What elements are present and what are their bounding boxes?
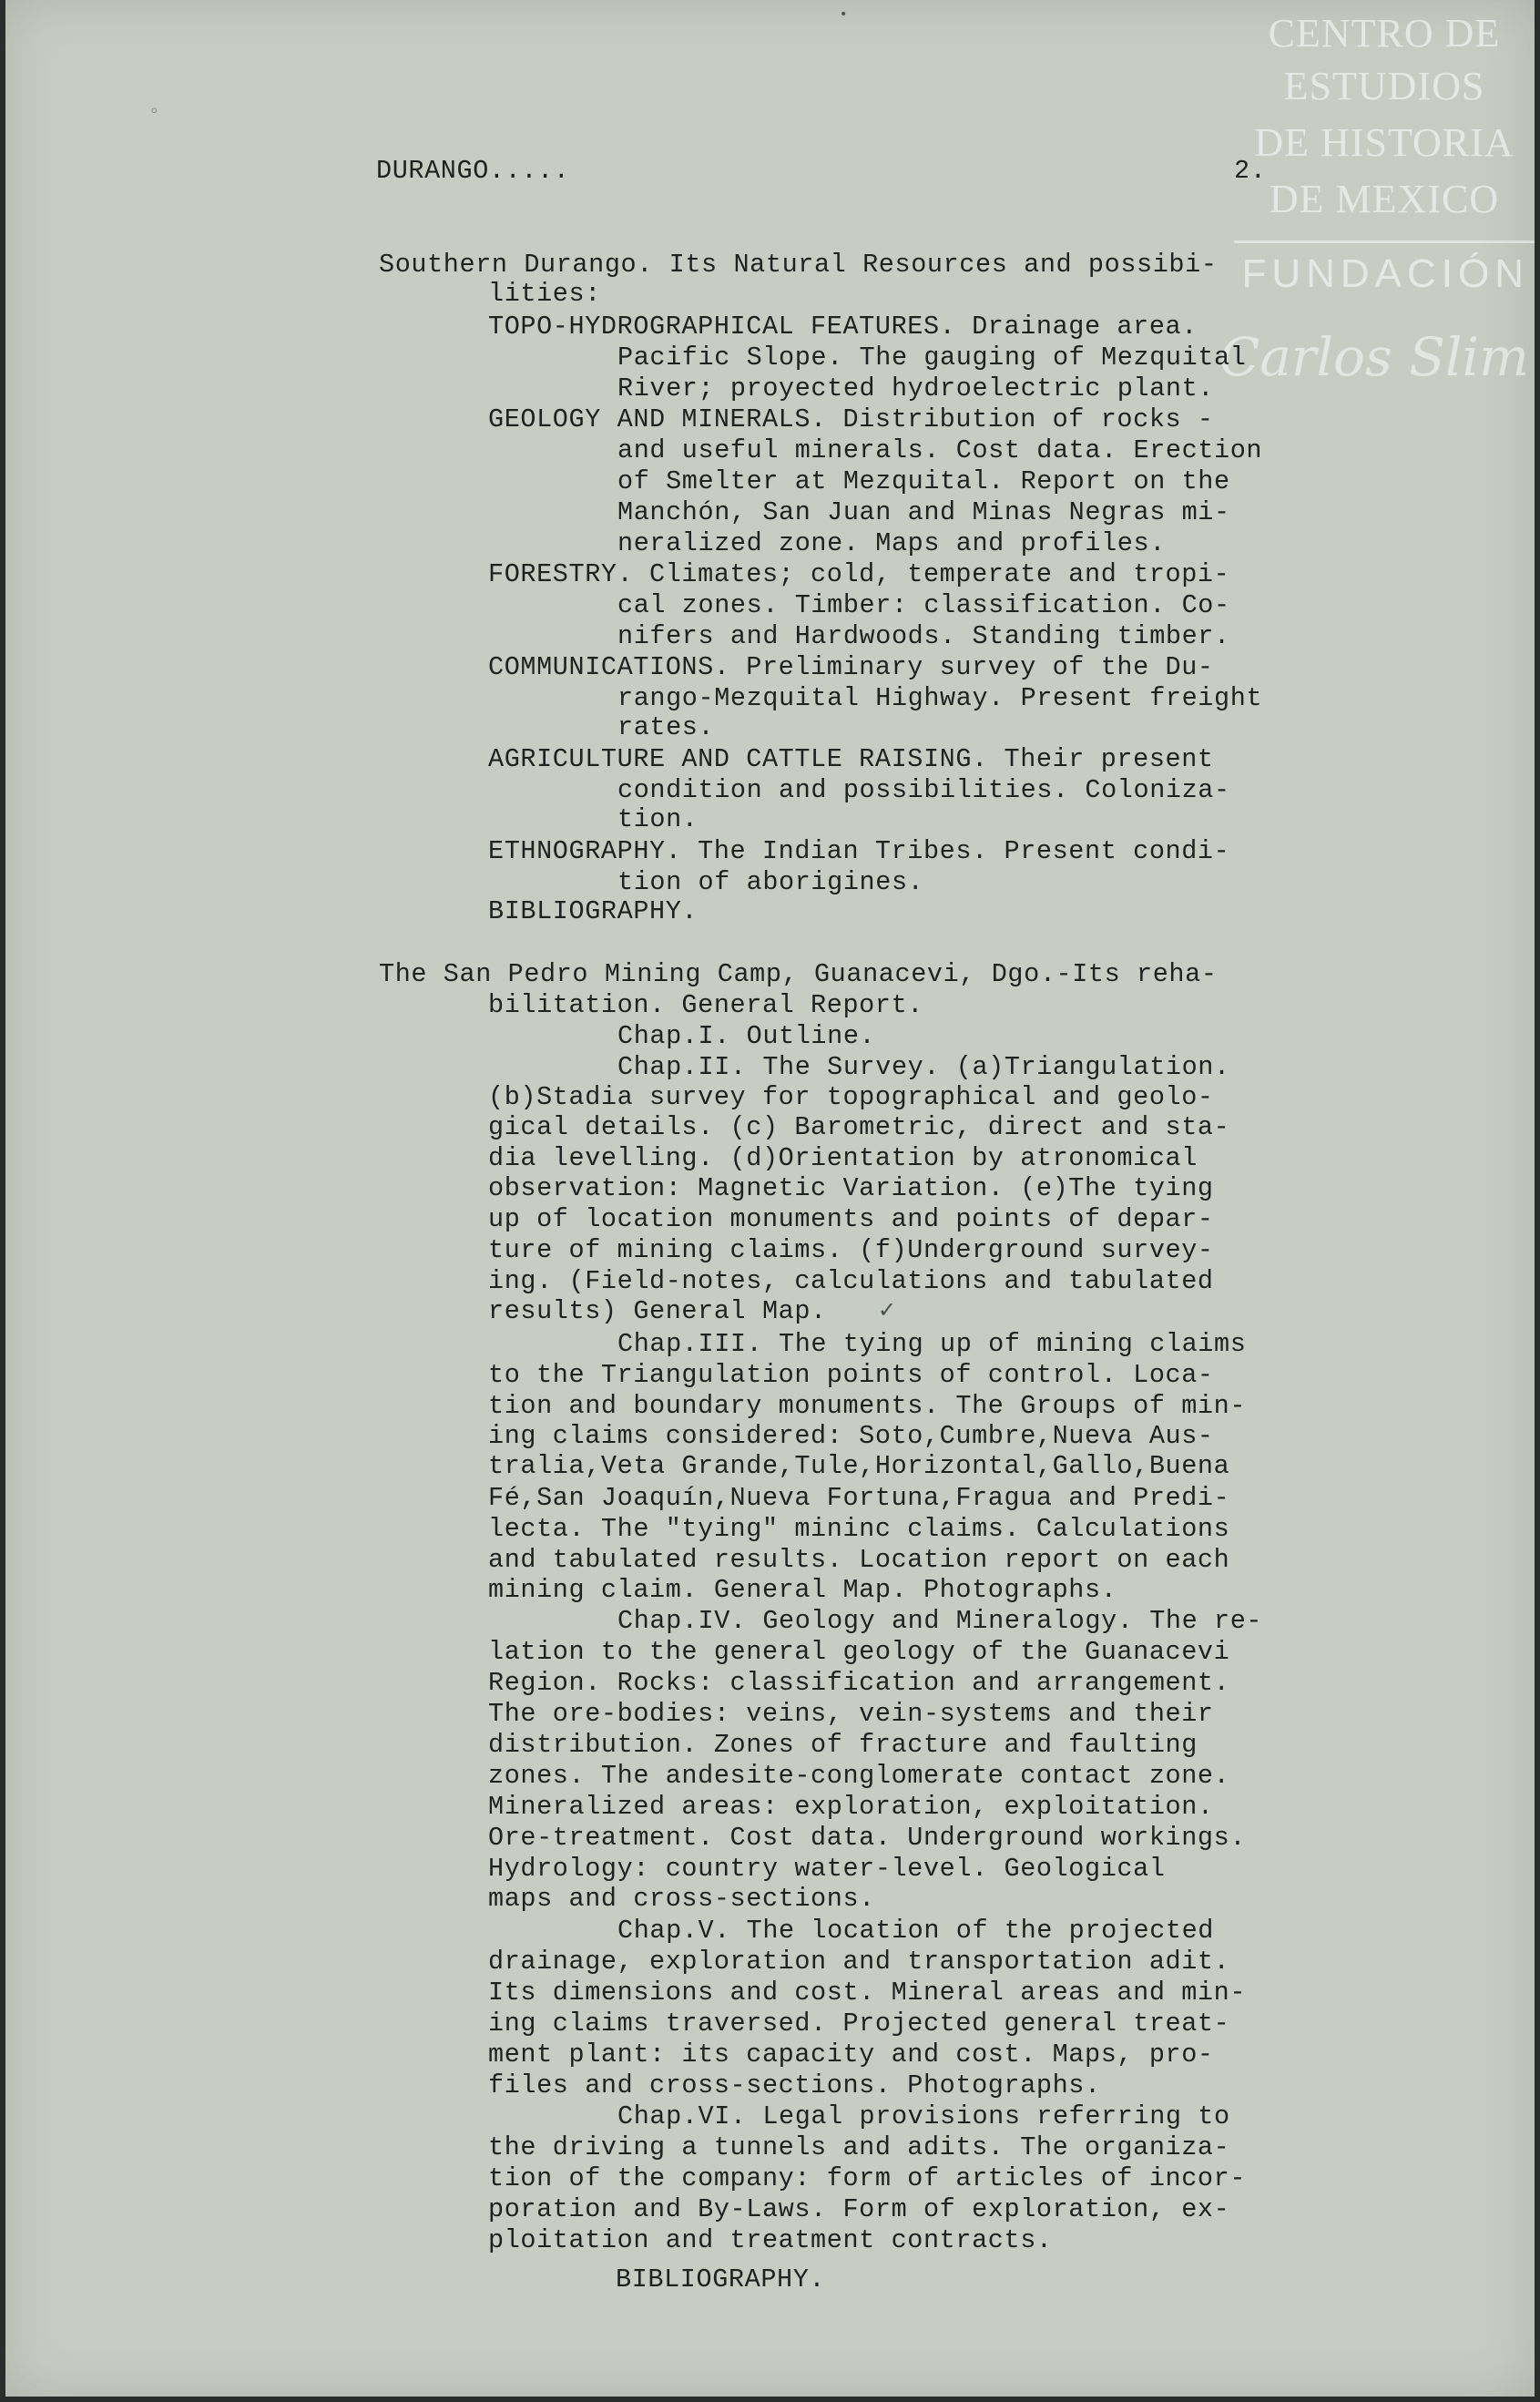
text-line: files and cross-sections. Photographs. [488, 2070, 1101, 2100]
text-line: and useful minerals. Cost data. Erection [617, 435, 1263, 465]
text-line: observation: Magnetic Variation. (e)The tying [488, 1173, 1214, 1203]
text-line: dia levelling. (d)Orientation by atronomical [488, 1143, 1198, 1173]
text-line: zones. The andesite-conglomerate contact zone. [488, 1761, 1230, 1791]
text-line: to the Triangulation points of control. Loca- [488, 1360, 1214, 1390]
text-line: poration and By-Laws. Form of exploration, ex- [488, 2194, 1230, 2224]
text-line: Hydrology: country water-level. Geological [488, 1854, 1166, 1884]
text-line: bilitation. General Report. [488, 990, 923, 1020]
text-line: up of location monuments and points of depar- [488, 1204, 1214, 1234]
text-line: lecta. The "tying" mininc claims. Calculations [488, 1514, 1230, 1544]
text-line: the driving a tunnels and adits. The organiza- [488, 2132, 1230, 2162]
text-line: FORESTRY. Climates; cold, temperate and tropi- [488, 559, 1230, 589]
text-line: tion and boundary monuments. The Groups of min- [488, 1391, 1247, 1421]
text-line: Its dimensions and cost. Mineral areas and min- [488, 1978, 1247, 2008]
text-line: Chap.III. The tying up of mining claims [617, 1329, 1247, 1359]
text-line: tralia,Veta Grande,Tule,Horizontal,Gallo,Buena [488, 1451, 1230, 1481]
text-line: Chap.V. The location of the projected [617, 1916, 1215, 1946]
text-line: The San Pedro Mining Camp, Guanacevi, Dgo.-Its reha- [379, 959, 1218, 989]
watermark-line: DE MEXICO [1269, 177, 1500, 221]
page-header-title: DURANGO..... [376, 156, 570, 186]
paper-speck-icon: ◦ [149, 102, 159, 121]
text-line: Mineralized areas: exploration, exploitation. [488, 1792, 1214, 1822]
document-page [5, 0, 1535, 2397]
text-line: distribution. Zones of fracture and faulting [488, 1730, 1198, 1760]
text-line: COMMUNICATIONS. Preliminary survey of the Du- [488, 652, 1214, 682]
text-line: Chap.I. Outline. [617, 1021, 876, 1051]
text-line: Ore-treatment. Cost data. Underground workings. [488, 1823, 1247, 1853]
text-line: tion. [617, 804, 699, 834]
text-line: ture of mining claims. (f)Underground survey- [488, 1235, 1214, 1265]
watermark-line: DE HISTORIA [1254, 120, 1515, 165]
text-line: and tabulated results. Location report on each [488, 1545, 1230, 1575]
text-line: Chap.VI. Legal provisions referring to [617, 2101, 1230, 2131]
text-line: of Smelter at Mezquital. Report on the [617, 466, 1230, 496]
text-line: Pacific Slope. The gauging of Mezquital [617, 342, 1247, 373]
text-line: BIBLIOGRAPHY. [616, 2264, 826, 2295]
watermark-foundation: FUNDACIÓN [1241, 251, 1529, 296]
text-line: lities: [488, 279, 601, 309]
text-line: tion of the company: form of articles of incor- [488, 2163, 1247, 2193]
text-line: BIBLIOGRAPHY. [488, 896, 699, 926]
text-line: Southern Durango. Its Natural Resources and possibi- [379, 250, 1218, 280]
text-line: Chap.II. The Survey. (a)Triangulation. [617, 1052, 1230, 1082]
text-line: rango-Mezquital Highway. Present freight [617, 683, 1263, 713]
text-line: results) General Map. [488, 1296, 827, 1326]
text-line: drainage, exploration and transportation adit. [488, 1947, 1230, 1977]
watermark-line: CENTRO DE [1268, 11, 1501, 56]
paper-speck-icon: • [840, 7, 848, 22]
text-line: cal zones. Timber: classification. Co- [617, 590, 1230, 620]
text-line: mining claim. General Map. Photographs. [488, 1575, 1117, 1605]
text-line: ploitation and treatment contracts. [488, 2225, 1053, 2255]
text-line: ment plant: its capacity and cost. Maps, pro- [488, 2039, 1214, 2070]
text-line: ing claims considered: Soto,Cumbre,Nueva Aus- [488, 1421, 1214, 1451]
text-line: (b)Stadia survey for topographical and geolo- [488, 1082, 1214, 1112]
text-line: lation to the general geology of the Guanacevi [488, 1637, 1230, 1667]
text-line: Region. Rocks: classification and arrangement. [488, 1668, 1230, 1698]
checkmark-icon: ✓ [878, 1297, 897, 1323]
text-line: tion of aborigines. [617, 867, 924, 897]
text-line: TOPO-HYDROGRAPHICAL FEATURES. Drainage area. [488, 312, 1198, 342]
text-line: gical details. (c) Barometric, direct and sta- [488, 1112, 1230, 1142]
text-line: River; proyected hydroelectric plant. [617, 373, 1215, 404]
text-line: ing. (Field-notes, calculations and tabulated [488, 1266, 1214, 1296]
watermark-line: ESTUDIOS [1283, 64, 1485, 108]
text-line: GEOLOGY AND MINERALS. Distribution of rocks - [488, 404, 1214, 434]
text-line: ing claims traversed. Projected general treat- [488, 2008, 1230, 2039]
text-line: Fé,San Joaquín,Nueva Fortuna,Fragua and Predi- [488, 1483, 1230, 1513]
text-line: Chap.IV. Geology and Mineralogy. The re- [617, 1606, 1263, 1636]
text-line: nifers and Hardwoods. Standing timber. [617, 621, 1230, 651]
text-line: condition and possibilities. Coloniza- [617, 775, 1230, 805]
typed-text [5, 0, 1535, 2397]
text-line: neralized zone. Maps and profiles. [617, 528, 1166, 558]
text-line: ETHNOGRAPHY. The Indian Tribes. Present condi- [488, 836, 1230, 866]
page-number: 2. [1234, 156, 1267, 186]
text-line: Manchón, San Juan and Minas Negras mi- [617, 497, 1230, 527]
text-line: maps and cross-sections. [488, 1884, 875, 1914]
text-line: AGRICULTURE AND CATTLE RAISING. Their present [488, 744, 1214, 774]
text-line: rates. [617, 712, 715, 742]
watermark-signature: Carlos Slim [1219, 326, 1529, 388]
text-line: The ore-bodies: veins, vein-systems and their [488, 1699, 1214, 1729]
